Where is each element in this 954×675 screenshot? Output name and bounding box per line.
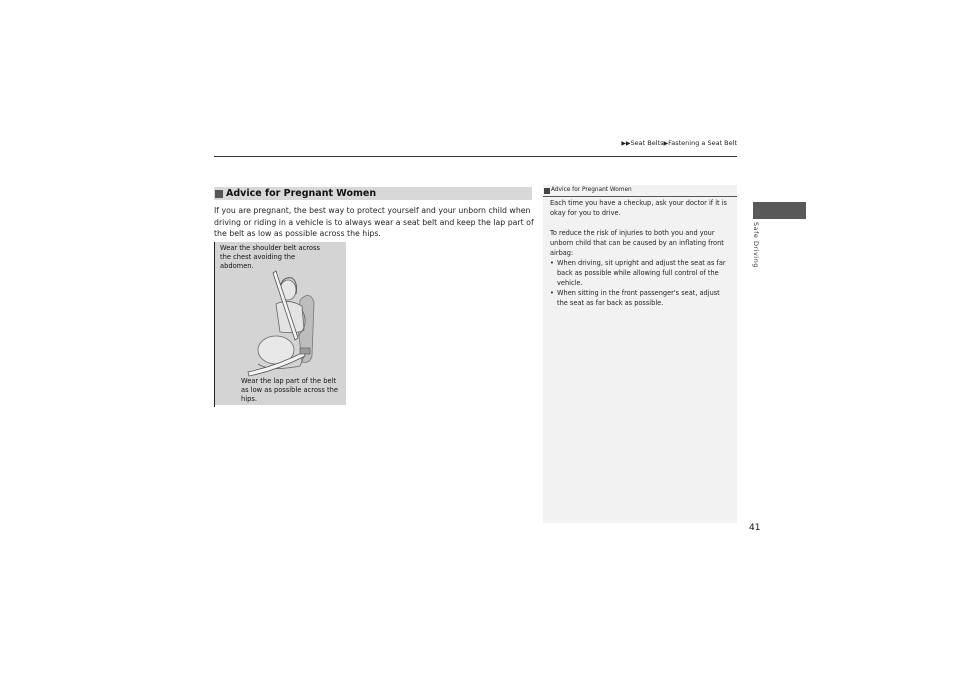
- note-bullet-list: [550, 258, 732, 308]
- figure-caption-shoulder-belt: Wear the shoulder belt across the chest avoiding the abdomen.: [220, 244, 320, 271]
- figure-left-rule: [214, 242, 215, 407]
- note-reference-icon: [544, 188, 550, 194]
- breadcrumb-item-seat-belts[interactable]: Seat Belts: [630, 139, 664, 147]
- chapter-tab[interactable]: [753, 202, 806, 219]
- note-paragraph-airbag: To reduce the risk of injuries to both you and your unborn child that can be caused by an inflating front airbag:: [550, 229, 724, 257]
- note-bullet-item: • When sitting in the front passenger's seat, adjust the seat as far back as possible.: [550, 288, 732, 308]
- section-heading: [214, 187, 532, 200]
- section-square-icon: [215, 190, 223, 198]
- section-title: Advice for Pregnant Women: [226, 188, 377, 199]
- note-paragraph-checkup: Each time you have a checkup, ask your doctor if it is okay for you to drive.: [550, 199, 727, 217]
- breadcrumb-item-fastening[interactable]: Fastening a Seat Belt: [668, 139, 737, 147]
- section-body-text: If you are pregnant, the best way to protect yourself and your unborn child when driving or riding in a vehicle is to always wear a seat belt and keep the lap part of the belt as low as possible across the hips.: [214, 206, 534, 238]
- chapter-tab-label: Safe Driving: [752, 222, 760, 268]
- header-rule: [214, 156, 737, 157]
- side-note-text: [550, 198, 732, 308]
- page-number: 41: [749, 523, 761, 533]
- breadcrumb-arrow-icon: ▶▶: [621, 140, 631, 147]
- breadcrumb-arrow-icon: ▶: [663, 140, 669, 147]
- note-bullet-item: • When driving, sit upright and adjust the seat as far back as possible while allowing full control of the vehicle.: [550, 258, 732, 288]
- side-note-heading: [543, 185, 737, 197]
- side-note-title: Advice for Pregnant Women: [551, 187, 632, 193]
- pregnant-woman-seatbelt-illustration-icon: [240, 268, 340, 380]
- side-note-panel: [543, 185, 737, 523]
- figure-caption-lap-belt: Wear the lap part of the belt as low as possible across the hips.: [241, 377, 339, 404]
- breadcrumb: [621, 139, 737, 147]
- pregnant-seatbelt-figure: [214, 242, 346, 405]
